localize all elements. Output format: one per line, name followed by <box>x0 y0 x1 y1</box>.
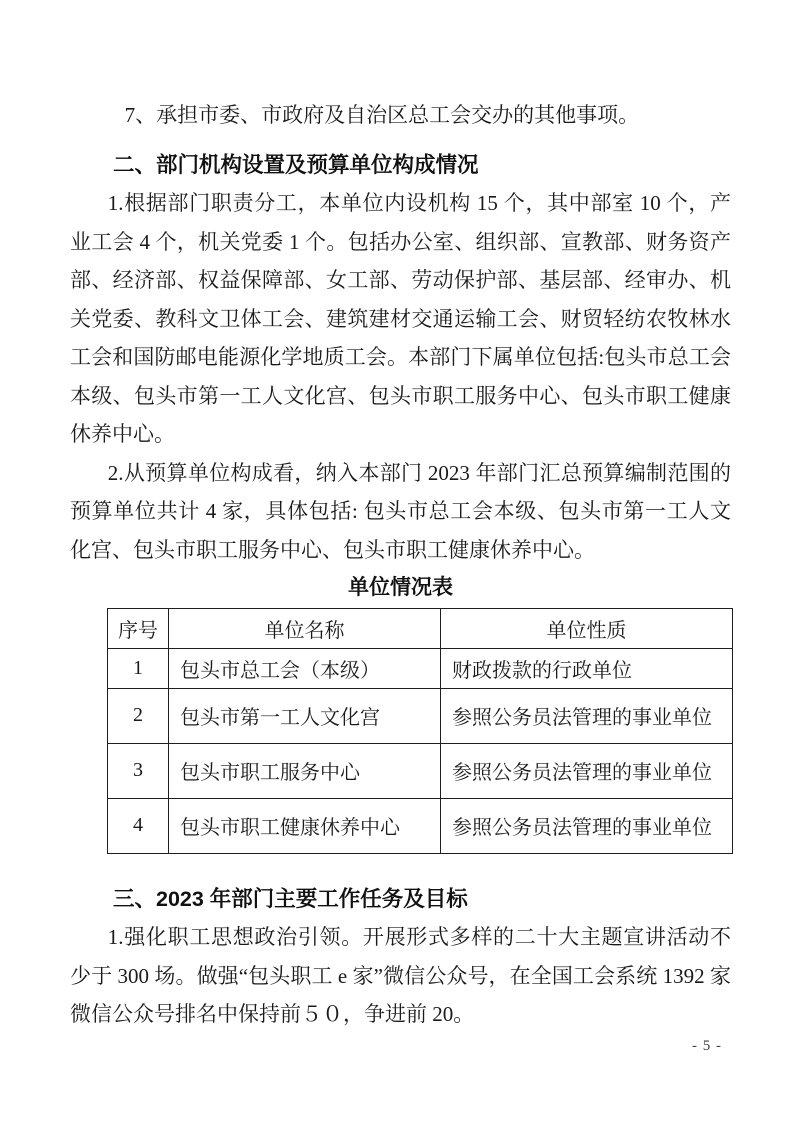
table-row <box>108 688 733 743</box>
units-table-title: 单位情况表 <box>348 576 453 599</box>
cell-nature: 参照公务员法管理的事业单位 <box>441 743 733 798</box>
section-heading-2: 二、部门机构设置及预算单位构成情况 <box>113 152 479 177</box>
table-row <box>108 743 733 798</box>
cell-nature: 财政拨款的行政单位 <box>441 648 733 688</box>
cell-no: 2 <box>108 688 169 743</box>
table-header-nature: 单位性质 <box>441 608 733 648</box>
cell-nature: 参照公务员法管理的事业单位 <box>441 798 733 853</box>
paragraph-tasks: 1.强化职工思想政治引领。开展形式多样的二十大主题宣讲活动不少于 300 场。做强“包头职工 e 家”微信公众号，在全国工会系统 1392 家微信公众号排名中保持前５０，争进前 20。 <box>70 925 731 1026</box>
cell-no: 3 <box>108 743 169 798</box>
units-table <box>107 608 733 854</box>
cell-name: 包头市第一工人文化宫 <box>169 688 441 743</box>
paragraph-organization: 1.根据部门职责分工，本单位内设机构 15 个，其中部室 10 个，产业工会 4 个，机关党委 1 个。包括办公室、组织部、宣教部、财务资产部、经济部、权益保障部、女工部、劳动保护部、基层部、经审办、机关党委、教科文卫体工会、建筑建材交通运输工会、财贸轻纺农牧林水工会和国防邮电能源化学地质工会。本部门下属单位包括:包头市总工会本级、包头市第一工人文化宫、包头市职工服务中心、包头市职工健康休养中心。 <box>70 191 731 446</box>
cell-no: 1 <box>108 648 169 688</box>
section-heading-3: 三、2023 年部门主要工作任务及目标 <box>113 886 468 911</box>
cell-name: 包头市职工健康休养中心 <box>169 798 441 853</box>
table-row <box>108 648 733 688</box>
list-item-7: 7、承担市委、市政府及自治区总工会交办的其他事项。 <box>124 103 640 127</box>
table-header-name: 单位名称 <box>169 608 441 648</box>
table-header-no: 序号 <box>108 608 169 648</box>
cell-nature: 参照公务员法管理的事业单位 <box>441 688 733 743</box>
paragraph-budget-units: 2.从预算单位构成看，纳入本部门 2023 年部门汇总预算编制范围的预算单位共计 4 家，具体包括: 包头市总工会本级、包头市第一工人文化宫、包头市职工服务中心、包头市职工健康休养中心。 <box>70 460 731 562</box>
cell-name: 包头市职工服务中心 <box>169 743 441 798</box>
cell-name: 包头市总工会（本级） <box>169 648 441 688</box>
page-number: - 5 - <box>692 1038 722 1054</box>
table-row <box>108 798 733 853</box>
page-content <box>70 96 731 1034</box>
cell-no: 4 <box>108 798 169 853</box>
table-header-row <box>108 608 733 648</box>
